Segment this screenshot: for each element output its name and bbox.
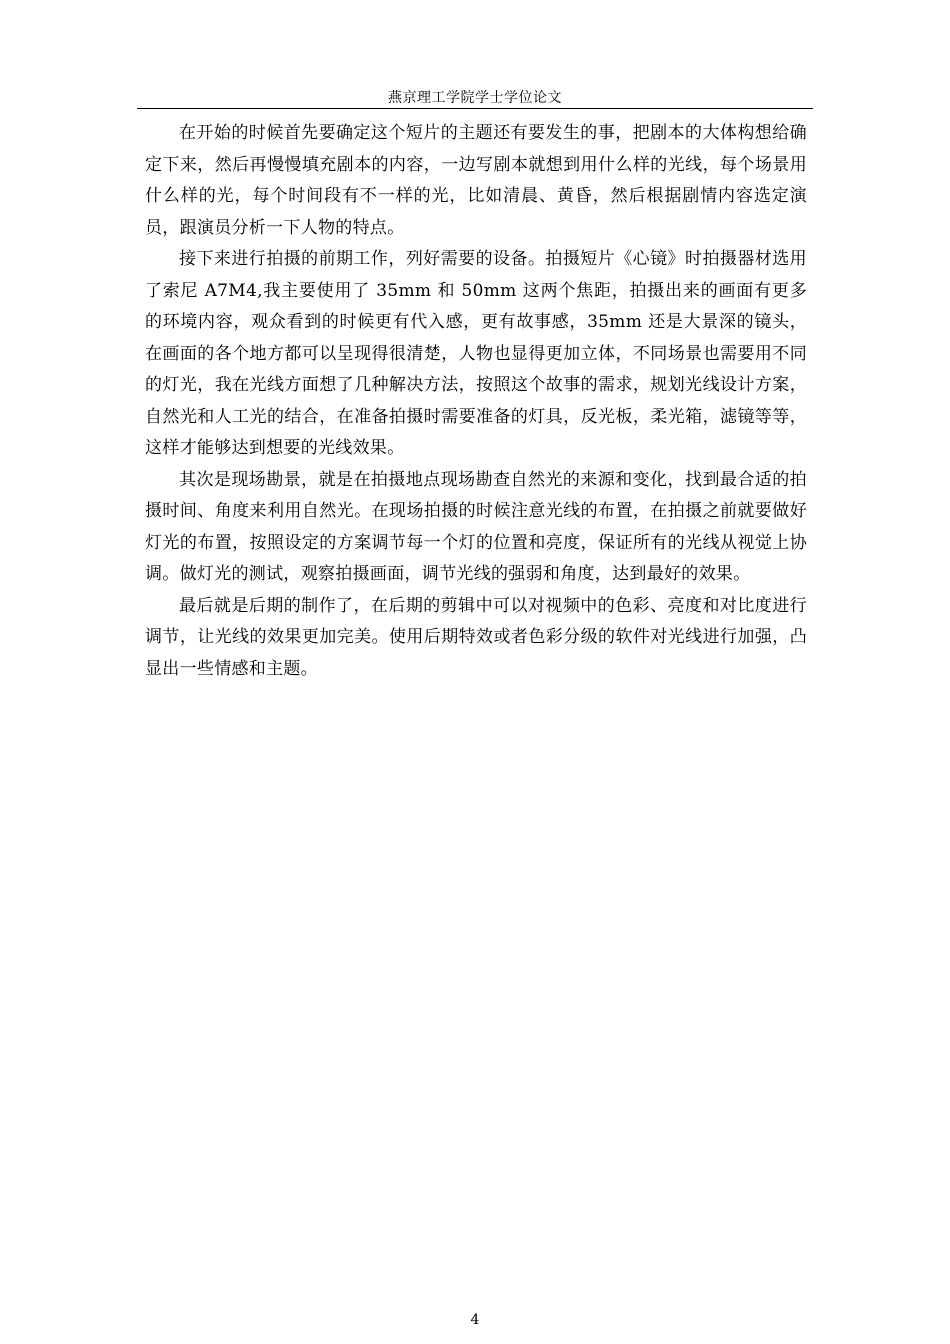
body-text — [145, 118, 807, 685]
paragraph-2: 接下来进行拍摄的前期工作，列好需要的设备。拍摄短片《心镜》时拍摄器材选用了索尼 A7M4,我主要使用了 35mm 和 50mm 这两个焦距，拍摄出来的画面有更多的环境内容，观众看到的时候更有代入感，更有故事感，35mm 还是大景深的镜头，在画面的各个地方都可以呈现得很清楚，人物也显得更加立体，不同场景也需要用不同的灯光，我在光线方面想了几种解决方法，按照这个故事的需求，规划光线设计方案，自然光和人工光的结合，在准备拍摄时需要准备的灯具，反光板，柔光箱，滤镜等等，这样才能够达到想要的光线效果。 — [145, 249, 807, 458]
paragraph-1: 在开始的时候首先要确定这个短片的主题还有要发生的事，把剧本的大体构想给确定下来，然后再慢慢填充剧本的内容，一边写剧本就想到用什么样的光线，每个场景用什么样的光，每个时间段有不一样的光，比如清晨、黄昏，然后根据剧情内容选定演员，跟演员分析一下人物的特点。 — [145, 123, 807, 238]
paragraph-4: 最后就是后期的制作了，在后期的剪辑中可以对视频中的色彩、亮度和对比度进行调节，让光线的效果更加完美。使用后期特效或者色彩分级的软件对光线进行加强，凸显出一些情感和主题。 — [145, 595, 807, 679]
header-title: 燕京理工学院学士学位论文 — [388, 90, 562, 106]
page-number: 4 — [470, 1312, 480, 1328]
page-header — [137, 88, 813, 109]
paragraph-3: 其次是现场勘景，就是在拍摄地点现场勘查自然光的来源和变化，找到最合适的拍摄时间、角度来利用自然光。在现场拍摄的时候注意光线的布置，在拍摄之前就要做好灯光的布置，按照设定的方案调节每一个灯的位置和亮度，保证所有的光线从视觉上协调。做灯光的测试，观察拍摄画面，调节光线的强弱和角度，达到最好的效果。 — [145, 469, 807, 584]
